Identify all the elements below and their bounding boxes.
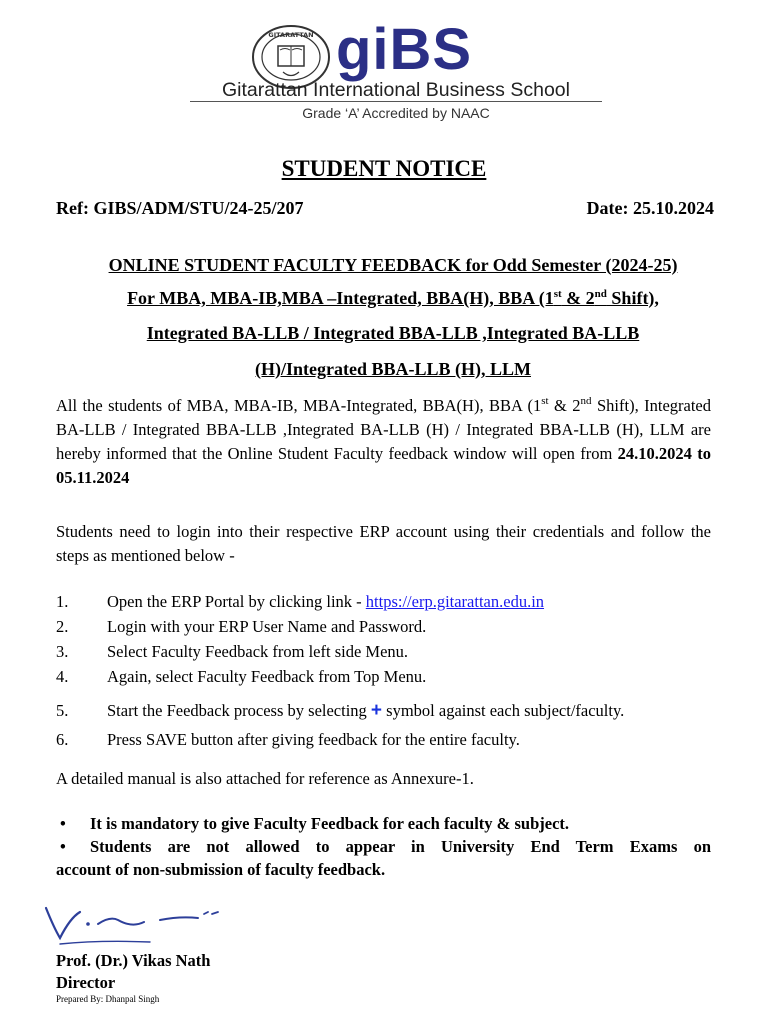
director-signature (40, 898, 235, 956)
heading-line-1: ONLINE STUDENT FACULTY FEEDBACK for Odd Semester (2024-25) (108, 255, 678, 275)
login-instructions-paragraph: Students need to login into their respective ERP account using their credentials and follow the steps as mentioned below - (56, 522, 711, 565)
intro-sup-st: st (541, 395, 549, 407)
step-text: Select Faculty Feedback from left side Menu. (107, 642, 409, 661)
signatory-title: Director (56, 973, 116, 992)
heading-line-2-b: & 2 (561, 288, 595, 308)
intro-text-c: Shift), Integrated BA-LLB / Integrated BBA-LLB ,Integrated BA-LLB (H) / Integrated BBA-LLB (H), LLM are hereby informed that the Online Student Faculty feedback window will open from (56, 396, 712, 463)
step-number: 2. (56, 617, 69, 636)
bullet-text: It is mandatory to give Faculty Feedback for each faculty & subject. (90, 814, 570, 833)
bullet-text-continuation: account of non-submission of faculty feedback. (56, 860, 386, 879)
step-number: 1. (56, 592, 69, 611)
erp-portal-link[interactable]: https://erp.gitarattan.edu.in (365, 592, 545, 611)
bullet-dot-icon: • (60, 814, 66, 833)
feedback-window-dates: 24.10.2024 to 05.11.2024 (56, 444, 711, 487)
reference-number: Ref: GIBS/ADM/STU/24-25/207 (56, 198, 304, 218)
important-notes (56, 812, 711, 881)
step-text: Again, select Faculty Feedback from Top Menu. (107, 667, 427, 686)
step-5-text-a: Start the Feedback process by selecting (107, 701, 371, 720)
bullet-item (56, 812, 711, 835)
notice-date: Date: 25.10.2024 (586, 198, 714, 218)
plus-icon: + (370, 700, 383, 721)
accreditation-text: Grade ‘A’ Accredited by NAAC (302, 105, 490, 121)
step-number: 5. (56, 701, 69, 720)
signatory-name: Prof. (Dr.) Vikas Nath (56, 951, 211, 970)
heading-line-3: Integrated BA-LLB / Integrated BBA-LLB ,Integrated BA-LLB (146, 323, 640, 343)
brand-logo-text: giBS (336, 17, 473, 82)
heading-sup-nd: nd (594, 288, 607, 300)
header-divider (190, 101, 602, 102)
prepared-by: Prepared By: Dhanpal Singh (56, 994, 160, 1004)
intro-paragraph (56, 394, 711, 490)
step-text: Login with your ERP User Name and Password. (107, 617, 427, 636)
step-text: Press SAVE button after giving feedback for the entire faculty. (107, 730, 520, 749)
step-number: 6. (56, 730, 69, 749)
bullet-text: Students are not allowed to appear in University End Term Exams on (90, 837, 711, 856)
step-text (107, 700, 624, 722)
seal-text: GITARATTAN (268, 31, 314, 39)
step-5-text-b: symbol against each subject/faculty. (382, 701, 625, 720)
intro-sup-nd: nd (580, 395, 592, 407)
intro-text-a: All the students of MBA, MBA-IB, MBA-Integrated, BBA(H), BBA (1 (56, 396, 542, 415)
heading-line-4: (H)/Integrated BBA-LLB (H), LLM (255, 359, 531, 379)
step-text (107, 591, 544, 613)
bullet-dot-icon: • (60, 837, 66, 856)
step-1-text: Open the ERP Portal by clicking link - (107, 592, 366, 611)
heading-line-2 (40, 287, 746, 309)
signatory-block (56, 950, 210, 994)
heading-line-2-c: Shift), (606, 288, 659, 308)
intro-text-b: & 2 (548, 396, 581, 415)
step-number: 3. (56, 642, 69, 661)
school-name: Gitarattan International Business School (222, 79, 570, 101)
notice-title: STUDENT NOTICE (281, 156, 487, 181)
manual-note: A detailed manual is also attached for reference as Annexure-1. (56, 769, 474, 788)
heading-line-2-a: For MBA, MBA-IB,MBA –Integrated, BBA(H), BBA (1 (127, 288, 554, 308)
bullet-item (56, 835, 711, 858)
heading-sup-st: st (553, 288, 562, 300)
step-number: 4. (56, 667, 69, 686)
